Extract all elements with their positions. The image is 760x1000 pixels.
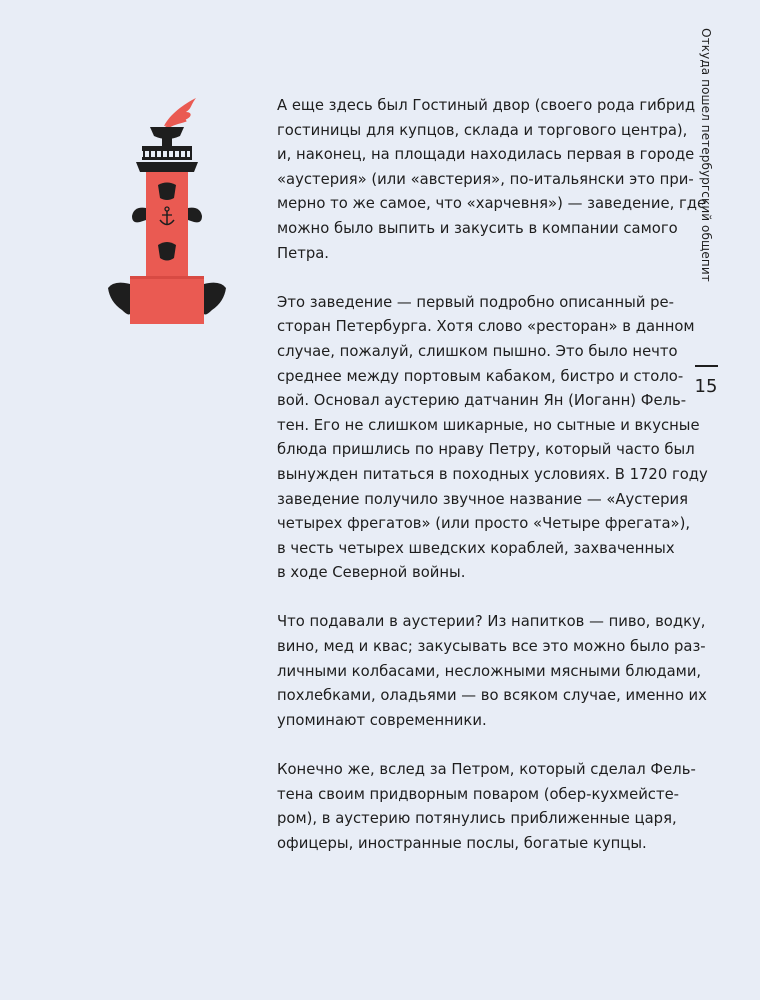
page-number: 15 [694, 376, 718, 397]
text-line: похлебками, оладьями — во всяком случае, именно их [277, 687, 707, 705]
text-line: вой. Основал аустерию датчанин Ян (Иоганн) Фель- [277, 392, 687, 410]
text-line: Это заведение — первый подробно описанный ре- [277, 293, 674, 311]
running-head [694, 27, 718, 282]
text-line: и, наконец, на площади находилась первая в городе [277, 146, 695, 164]
text-line: можно было выпить и закусить в компании самого [277, 219, 678, 237]
text-line: сторан Петербурга. Хотя слово «ресторан» в данном [277, 318, 695, 336]
text-line: «аустерия» (или «австерия», по-итальянски это при- [277, 170, 694, 188]
text-line: в честь четырех шведских кораблей, захваченных [277, 539, 675, 557]
paragraph-3 [277, 610, 707, 733]
paragraph-1 [277, 94, 707, 266]
text-line: в ходе Северной войны. [277, 564, 466, 582]
text-line: тена своим придворным поваром (обер-кухмейсте- [277, 785, 680, 803]
text-line: упоминают современники. [277, 711, 487, 729]
text-line: четырех фрегатов» (или просто «Четыре фрегата»), [277, 515, 691, 533]
text-line: тен. Его не слишком шикарные, но сытные и вкусные [277, 416, 700, 434]
text-line: А еще здесь был Гостиный двор (своего рода гибрид [277, 97, 696, 114]
text-line: вынужден питаться в походных условиях. В 1720 году [277, 465, 708, 483]
paragraph-4 [277, 758, 696, 856]
text-line: Конечно же, вслед за Петром, который сделал Фель- [277, 761, 696, 779]
text-line: офицеры, иностранные послы, богатые купцы. [277, 834, 647, 852]
text-line: заведение получило звучное название — «Аустерия [277, 490, 689, 508]
text-line: Что подавали в аустерии? Из напитков — пиво, водку, [277, 613, 706, 631]
text-line: Петра. [277, 244, 330, 262]
text-line: гостиницы для купцов, склада и торгового центра), [277, 121, 688, 139]
text-line: личными колбасами, несложными мясными блюдами, [277, 662, 702, 680]
rostral-column-icon [100, 92, 235, 332]
running-head-text: Откуда пошел петербургский общепит [699, 27, 713, 282]
text-line: мерно то же самое, что «харчевня») — заведение, где [277, 195, 707, 213]
text-line: среднее между портовым кабаком, бистро и столо- [277, 367, 684, 385]
text-line: ром), в аустерию потянулись приближенные царя, [277, 810, 677, 828]
text-line: блюда пришлись по нраву Петру, который часто был [277, 441, 695, 459]
page-number-rule [695, 365, 718, 367]
text-line: случае, пожалуй, слишком пышно. Это было нечто [277, 342, 678, 360]
text-line: вино, мед и квас; закусывать все это можно было раз- [277, 638, 706, 656]
